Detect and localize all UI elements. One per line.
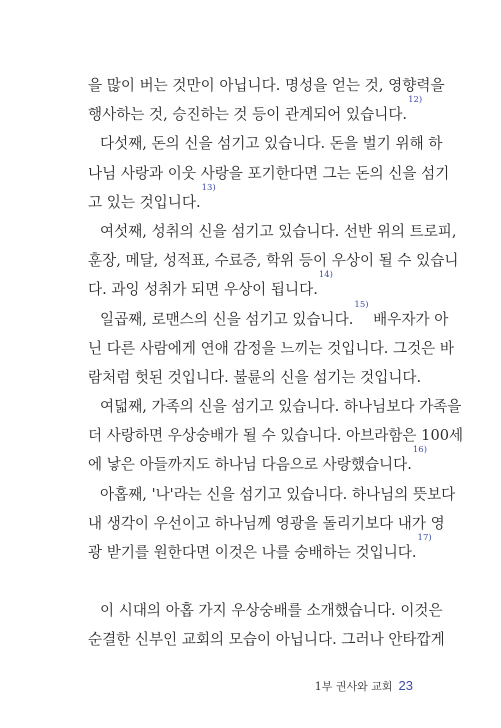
- body-text: [88, 71, 464, 655]
- text-line: [88, 334, 454, 363]
- footnote-marker: 12): [408, 95, 423, 106]
- text-line-content: 다. 과잉 성취가 되면 우상이 됩니다.: [88, 281, 318, 299]
- text-line-content: 행사하는 것, 승진하는 것 등이 관계되어 있습니다.: [88, 106, 408, 124]
- text-line: [88, 71, 445, 100]
- text-line: [88, 533, 432, 567]
- footnote-marker: 16): [412, 445, 428, 456]
- text-line: [88, 182, 421, 217]
- part-title: 1부 권사와 교회: [314, 680, 393, 693]
- page-number: 23: [398, 678, 413, 693]
- text-line: [88, 217, 457, 246]
- text-line: [88, 421, 464, 450]
- text-line-content: 내 생각이 우선이고 하나님께 영광을 돌리기보다 내가 영: [88, 514, 445, 532]
- footnote-marker: 14): [318, 270, 333, 281]
- text-line-content: 나님 사랑과 이웃 사랑을 포기한다면 그는 돈의 신을 섬기: [88, 164, 450, 182]
- text-line: [88, 480, 456, 509]
- footnote-marker: 15): [354, 299, 369, 310]
- text-line: [88, 270, 421, 304]
- footnote-marker: 13): [201, 182, 216, 193]
- text-line: [88, 392, 462, 421]
- text-line-content: 여섯째, 성취의 신을 섬기고 있습니다. 선반 위의 트로피,: [100, 222, 457, 240]
- footnote-marker: 17): [417, 533, 432, 543]
- text-line-content: 고 있는 것입니다.: [88, 193, 201, 211]
- text-line: [88, 363, 421, 392]
- text-line: [88, 299, 449, 334]
- text-line-content: 에 낳은 아들까지도 하나님 다음으로 사랑했습니다.: [88, 456, 412, 474]
- text-line-content: 이 시대의 아홉 가지 우상숭배를 소개했습니다. 이것은: [100, 602, 443, 620]
- text-line-content: 아홉째, '나'라는 신을 섬기고 있습니다. 하나님의 뜻보다: [100, 485, 456, 503]
- text-line-content: 여덟째, 가족의 신을 섬기고 있습니다. 하나님보다 가족을: [100, 398, 462, 416]
- text-line-content: 광 받기를 원한다면 이것은 나를 숭배하는 것입니다.: [88, 544, 417, 561]
- text-line: [88, 129, 443, 158]
- text-line: [88, 445, 428, 479]
- text-line-content: 람처럼 헛된 것입니다. 불륜의 신을 섬기는 것입니다.: [88, 368, 422, 386]
- text-line: [88, 159, 450, 188]
- text-line-content: 을 많이 버는 것만이 아닙니다. 명성을 얻는 것, 영향력을: [88, 77, 445, 94]
- text-line-content: 배우자가 아: [368, 310, 449, 328]
- text-line: [88, 625, 445, 654]
- text-line: [88, 596, 443, 625]
- text-line-content: 훈장, 메달, 성적표, 수료증, 학위 등이 우상이 될 수 있습니: [88, 252, 459, 270]
- text-line: [88, 95, 423, 129]
- text-line-content: 닌 다른 사람에게 연애 감정을 느끼는 것입니다. 그것은 바: [88, 339, 454, 357]
- text-line-content: 더 사랑하면 우상숭배가 될 수 있습니다. 아브라함은 100세: [88, 427, 464, 445]
- text-line-content: 일곱째, 로맨스의 신을 섬기고 있습니다.: [100, 310, 354, 328]
- text-line-content: 순결한 신부인 교회의 모습이 아닙니다. 그러나 안타깝게: [88, 631, 445, 649]
- text-line-content: 다섯째, 돈의 신을 섬기고 있습니다. 돈을 벌기 위해 하: [100, 135, 443, 153]
- text-line: [88, 246, 459, 275]
- page-footer: [315, 678, 413, 694]
- paragraph-gap: [88, 567, 421, 596]
